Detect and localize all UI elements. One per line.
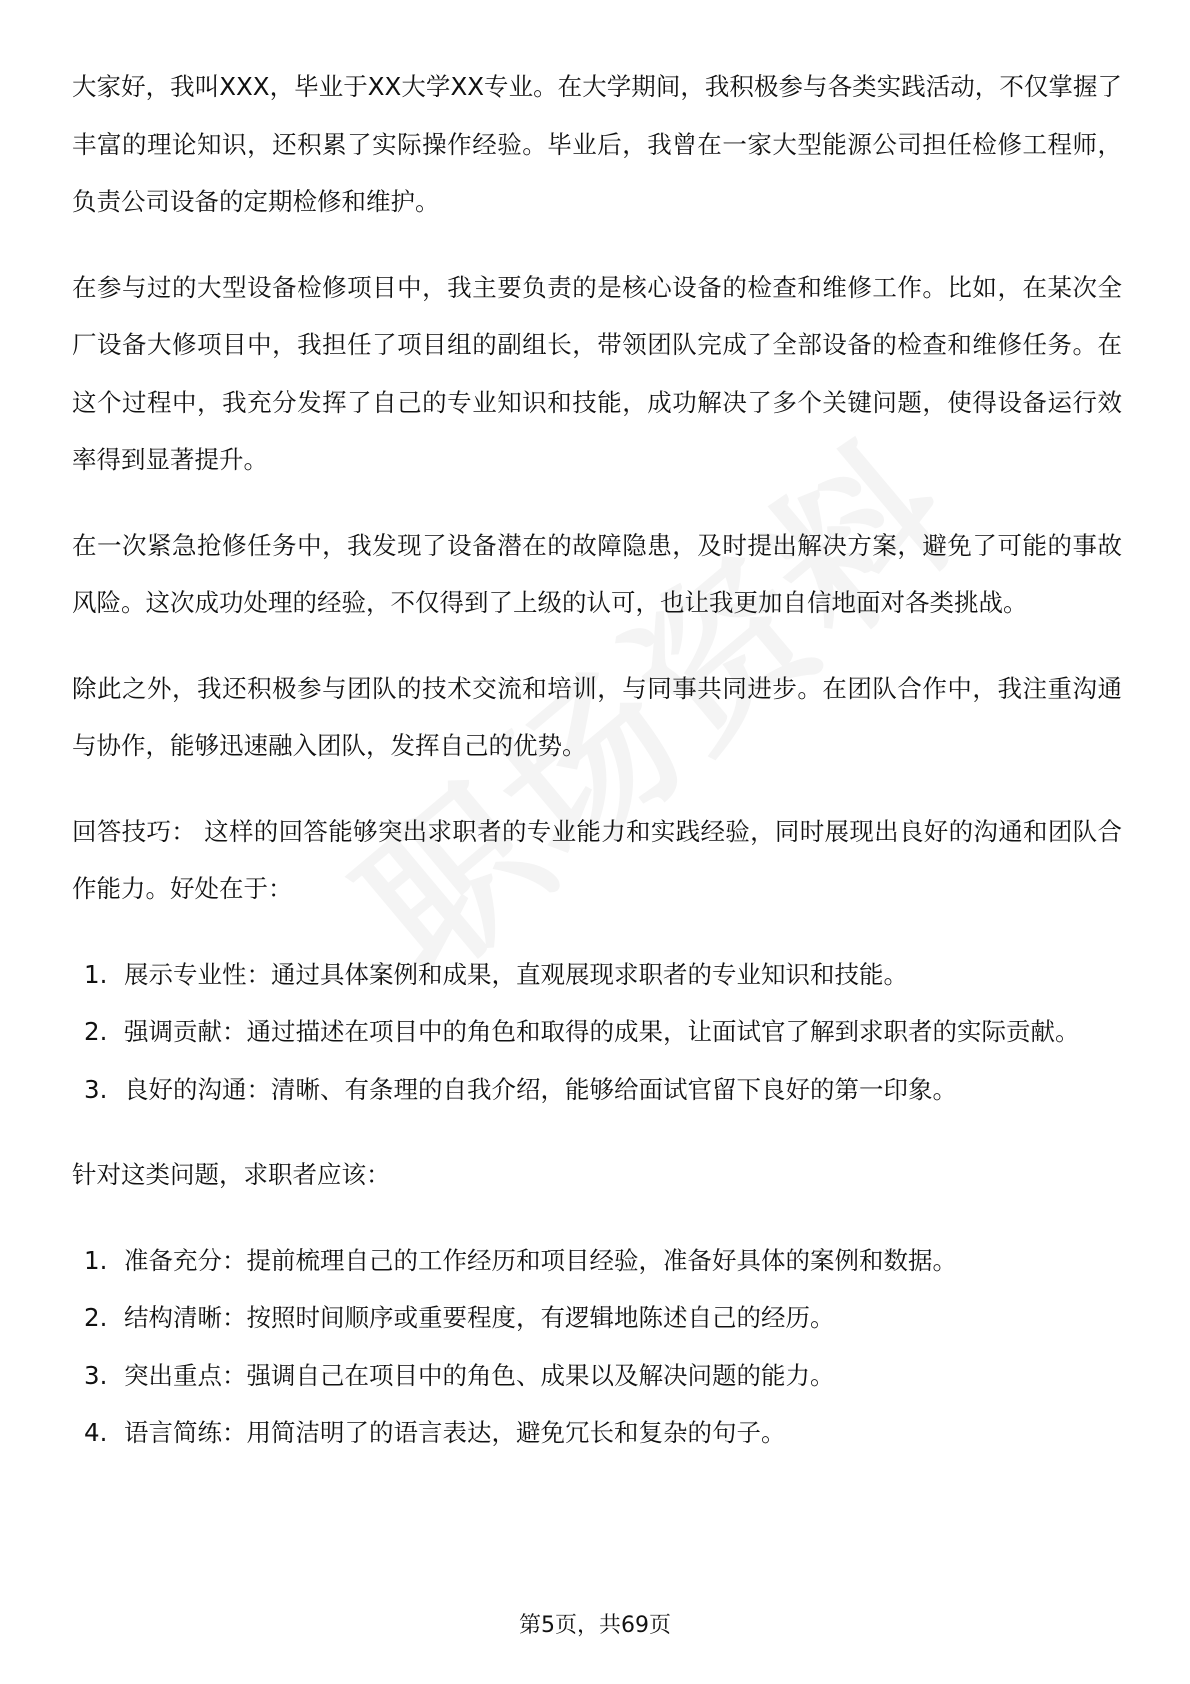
advice-list [72,1232,1122,1462]
list-item [72,1232,1122,1290]
list-item [72,946,1122,1004]
paragraph-emergency: 在一次紧急抢修任务中，我发现了设备潜在的故障隐患，及时提出解决方案，避免了可能的事故风险。这次成功处理的经验，不仅得到了上级的认可，也让我更加自信地面对各类挑战。 [72,530,1122,617]
paragraph-advice-intro: 针对这类问题，求职者应该： [72,1160,391,1189]
list-item [72,1061,1122,1119]
list-text: 准备充分：提前梳理自己的工作经历和项目经验，准备好具体的案例和数据。 [124,1245,957,1275]
paragraph-teamwork: 除此之外，我还积极参与团队的技术交流和培训，与同事共同进步。在团队合作中，我注重沟通与协作，能够迅速融入团队，发挥自己的优势。 [72,673,1122,760]
list-item [72,1404,1122,1462]
benefits-list [72,946,1122,1119]
list-number: 4. [84,1418,108,1447]
list-item [72,1289,1122,1347]
list-number: 2. [84,1017,108,1046]
list-number: 2. [84,1303,108,1332]
list-text: 结构清晰：按照时间顺序或重要程度，有逻辑地陈述自己的经历。 [124,1303,835,1332]
paragraph-answer-tips: 回答技巧： 这样的回答能够突出求职者的专业能力和实践经验，同时展现出良好的沟通和团队合作能力。好处在于： [72,816,1122,903]
list-text: 语言简练：用简洁明了的语言表达，避免冗长和复杂的句子。 [124,1418,786,1447]
paragraph-project: 在参与过的大型设备检修项目中，我主要负责的是核心设备的检查和维修工作。比如，在某次全厂设备大修项目中，我担任了项目组的副组长，带领团队完成了全部设备的检查和维修任务。在这个过程中，我充分发挥了自己的专业知识和技能，成功解决了多个关键问题，使得设备运行效率得到显著提升。 [72,272,1122,474]
list-text: 展示专业性：通过具体案例和成果，直观展现求职者的专业知识和技能。 [124,959,908,989]
list-number: 3. [84,1074,108,1104]
list-item [72,1347,1122,1405]
list-number: 1. [84,1245,108,1275]
list-item [72,1003,1122,1061]
list-number: 3. [84,1360,108,1390]
page-footer: 第5页，共69页 [519,1613,671,1638]
list-text: 突出重点：强调自己在项目中的角色、成果以及解决问题的能力。 [124,1360,835,1390]
list-number: 1. [84,959,108,989]
list-text: 强调贡献：通过描述在项目中的角色和取得的成果，让面试官了解到求职者的实际贡献。 [124,1017,1080,1046]
list-text: 良好的沟通：清晰、有条理的自我介绍，能够给面试官留下良好的第一印象。 [124,1074,957,1104]
document-body [72,58,1122,1490]
paragraph-intro: 大家好，我叫XXX，毕业于XX大学XX专业。在大学期间，我积极参与各类实践活动，不仅掌握了丰富的理论知识，还积累了实际操作经验。毕业后，我曾在一家大型能源公司担任检修工程师，负责公司设备的定期检修和维护。 [72,72,1122,216]
